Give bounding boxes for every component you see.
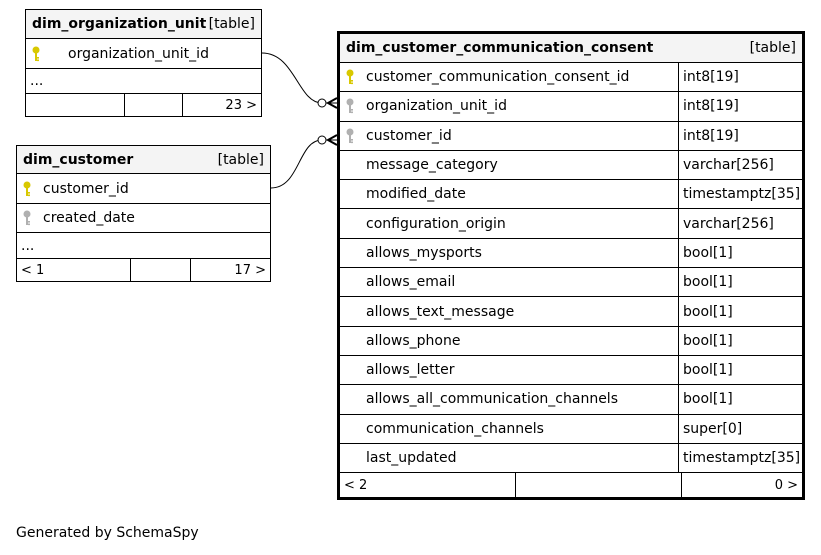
table-name: dim_organization_unit xyxy=(32,16,207,32)
primary-key-icon xyxy=(340,69,360,85)
column-row xyxy=(340,444,802,473)
column-row xyxy=(340,415,802,444)
more-columns xyxy=(17,233,270,259)
column-type: int8[19] xyxy=(678,63,802,91)
column-row xyxy=(17,174,270,204)
table-name: dim_customer xyxy=(23,151,134,168)
column-type: varchar[256] xyxy=(678,209,802,237)
column-name: allows_all_communication_channels xyxy=(366,391,618,408)
column-name: allows_text_message xyxy=(366,303,515,320)
relation-customer-optional-marker xyxy=(318,136,326,144)
primary-key-icon xyxy=(17,181,37,197)
column-type: int8[19] xyxy=(678,122,802,150)
table-kind: [table] xyxy=(749,40,796,56)
column-name: customer_id xyxy=(366,127,452,144)
footer-parents: < 2 xyxy=(340,473,516,497)
column-list xyxy=(340,63,802,473)
column-type: timestamptz[35] xyxy=(678,180,802,208)
generator-caption: Generated by SchemaSpy xyxy=(16,525,199,541)
column-row xyxy=(340,151,802,180)
table-footer xyxy=(340,473,802,497)
footer-spacer xyxy=(125,94,183,116)
footer-spacer xyxy=(131,259,191,281)
table-header xyxy=(340,34,802,63)
column-name: modified_date xyxy=(366,186,466,203)
column-row xyxy=(340,356,802,385)
table-kind: [table] xyxy=(217,151,264,168)
column-row xyxy=(340,268,802,297)
column-name: communication_channels xyxy=(366,420,544,437)
foreign-key-icon xyxy=(340,128,360,144)
primary-key-icon xyxy=(26,46,46,62)
table-header xyxy=(26,10,261,39)
table-dim-organization-unit[interactable] xyxy=(25,9,262,117)
column-type: bool[1] xyxy=(678,239,802,267)
table-dim-customer-communication-consent[interactable] xyxy=(337,31,805,500)
table-header xyxy=(17,146,270,174)
column-type: bool[1] xyxy=(678,356,802,384)
column-row xyxy=(340,180,802,209)
footer-parents: < 1 xyxy=(17,259,131,281)
table-footer xyxy=(17,259,270,281)
relation-org-unit-to-consent xyxy=(262,53,337,103)
column-row xyxy=(340,239,802,268)
column-type: bool[1] xyxy=(678,327,802,355)
column-type: bool[1] xyxy=(678,385,802,413)
column-row xyxy=(17,204,270,233)
column-name: organization_unit_id xyxy=(68,45,209,62)
column-name: allows_phone xyxy=(366,332,461,349)
footer-children: 23 > xyxy=(225,97,257,113)
column-type: timestamptz[35] xyxy=(678,444,802,472)
column-row xyxy=(340,385,802,414)
table-kind: [table] xyxy=(208,16,255,32)
column-row xyxy=(340,209,802,238)
foreign-key-icon xyxy=(340,98,360,114)
column-name: customer_id xyxy=(43,180,129,197)
column-name: created_date xyxy=(43,210,135,226)
column-type: bool[1] xyxy=(678,268,802,296)
column-row xyxy=(340,92,802,121)
column-row xyxy=(340,327,802,356)
relation-org-unit-optional-marker xyxy=(318,99,326,107)
table-footer xyxy=(26,94,261,116)
column-name: allows_letter xyxy=(366,362,455,379)
column-row xyxy=(340,63,802,92)
column-row xyxy=(26,39,261,69)
ellipsis: ... xyxy=(21,237,35,254)
footer-parents xyxy=(26,94,125,116)
column-name: organization_unit_id xyxy=(366,98,507,115)
column-name: last_updated xyxy=(366,450,457,466)
footer-children: 0 > xyxy=(774,477,798,493)
column-type: int8[19] xyxy=(678,92,802,120)
column-name: allows_email xyxy=(366,274,456,291)
more-columns xyxy=(26,69,261,94)
index-key-icon xyxy=(17,210,37,226)
column-name: customer_communication_consent_id xyxy=(366,69,630,86)
column-row xyxy=(340,122,802,151)
footer-spacer xyxy=(516,473,682,497)
column-row xyxy=(340,297,802,326)
column-type: varchar[256] xyxy=(678,151,802,179)
column-type: super[0] xyxy=(678,415,802,443)
table-dim-customer[interactable] xyxy=(16,145,271,282)
column-name: message_category xyxy=(366,157,498,174)
table-name: dim_customer_communication_consent xyxy=(346,40,654,56)
footer-children: 17 > xyxy=(234,262,266,278)
column-name: configuration_origin xyxy=(366,215,506,232)
column-name: allows_mysports xyxy=(366,244,482,261)
column-type: bool[1] xyxy=(678,297,802,325)
relation-customer-to-consent xyxy=(271,140,337,188)
ellipsis: ... xyxy=(30,73,44,89)
